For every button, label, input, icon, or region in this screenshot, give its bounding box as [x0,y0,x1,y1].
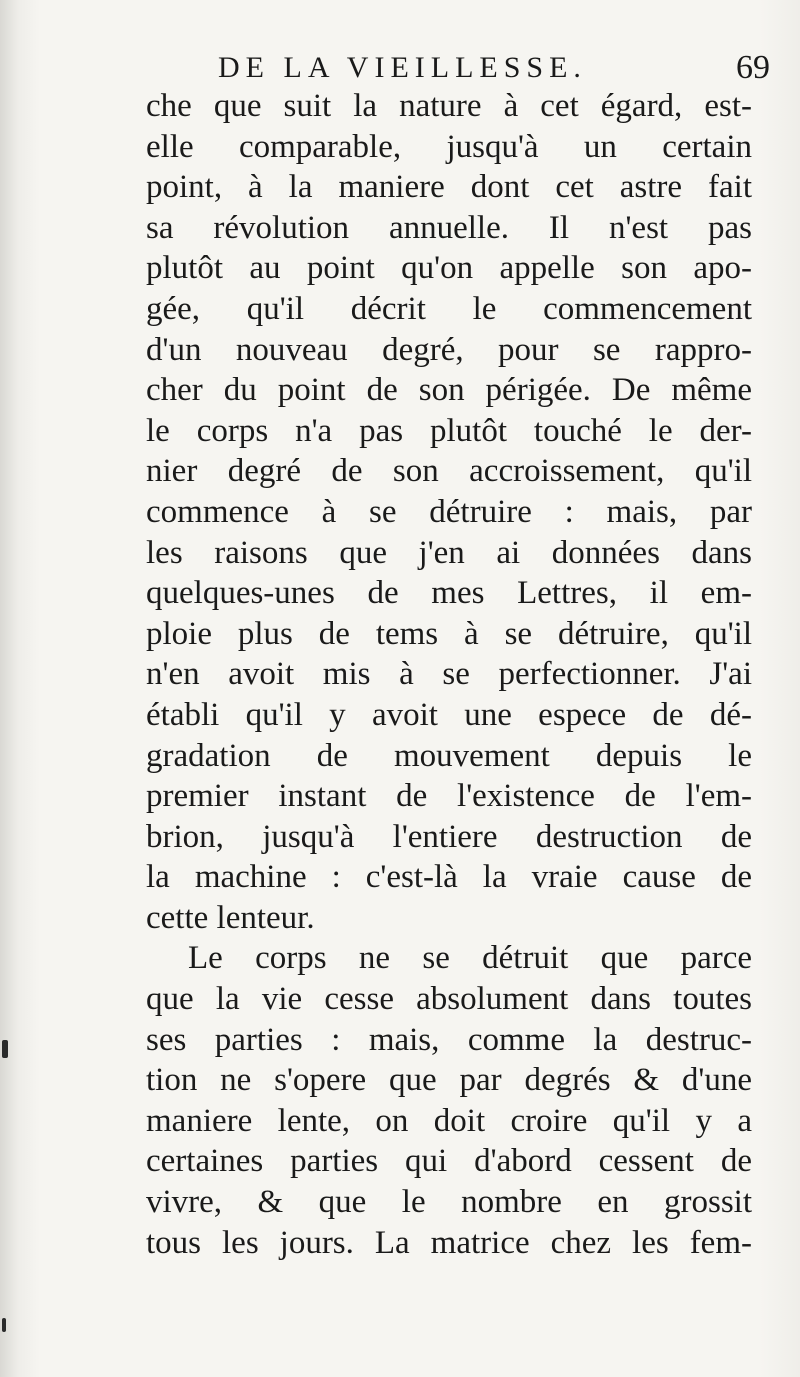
text-line: commence à se détruire : mais, par [146,493,752,530]
text-line: premier instant de l'existence de l'em- [146,778,752,815]
text-line: sa révolution annuelle. Il n'est pas [146,209,752,246]
text-line: que la vie cesse absolument dans toutes [146,981,752,1018]
paragraph-start-line: Le corps ne se détruit que parce [188,940,752,977]
running-header [218,48,770,88]
text-line: tous les jours. La matrice chez les fem- [146,1224,752,1261]
text-line: brion, jusqu'à l'entiere destruction de [146,818,752,855]
text-line: établi qu'il y avoit une espece de dé- [146,696,752,733]
text-line: nier degré de son accroissement, qu'il [146,453,752,490]
text-line: n'en avoit mis à se perfectionner. J'ai [146,656,752,693]
text-line: plutôt au point qu'on appelle son apo- [146,250,752,287]
text-line: la machine : c'est-là la vraie cause de [146,859,752,896]
text-line: elle comparable, jusqu'à un certain [146,128,752,165]
text-line: d'un nouveau degré, pour se rappro- [146,331,752,368]
text-line: ses parties : mais, comme la destruc- [146,1021,752,1058]
text-line: quelques-unes de mes Lettres, il em- [146,575,752,612]
text-line: certaines parties qui d'abord cessent de [146,1143,752,1180]
gutter-mark [2,1040,8,1058]
text-line: gée, qu'il décrit le commencement [146,290,752,327]
body-text [146,86,752,1263]
text-line: tion ne s'opere que par degrés & d'une [146,1062,752,1099]
text-line: gradation de mouvement depuis le [146,737,752,774]
text-line: maniere lente, on doit croire qu'il y a [146,1102,752,1139]
text-line: ploie plus de tems à se détruire, qu'il [146,615,752,652]
text-line: les raisons que j'en ai données dans [146,534,752,571]
text-line: che que suit la nature à cet égard, est- [146,88,752,124]
paragraph-end-line: cette lenteur. [146,899,315,936]
running-title: DE LA VIEILLESSE. [218,51,587,84]
text-line: cher du point de son périgée. De même [146,372,752,409]
page-number: 69 [736,49,770,86]
text-line: le corps n'a pas plutôt touché le der- [146,412,752,449]
gutter-mark [2,1318,6,1332]
text-line: point, à la maniere dont cet astre fait [146,169,752,206]
text-line: vivre, & que le nombre en grossit [146,1184,752,1221]
